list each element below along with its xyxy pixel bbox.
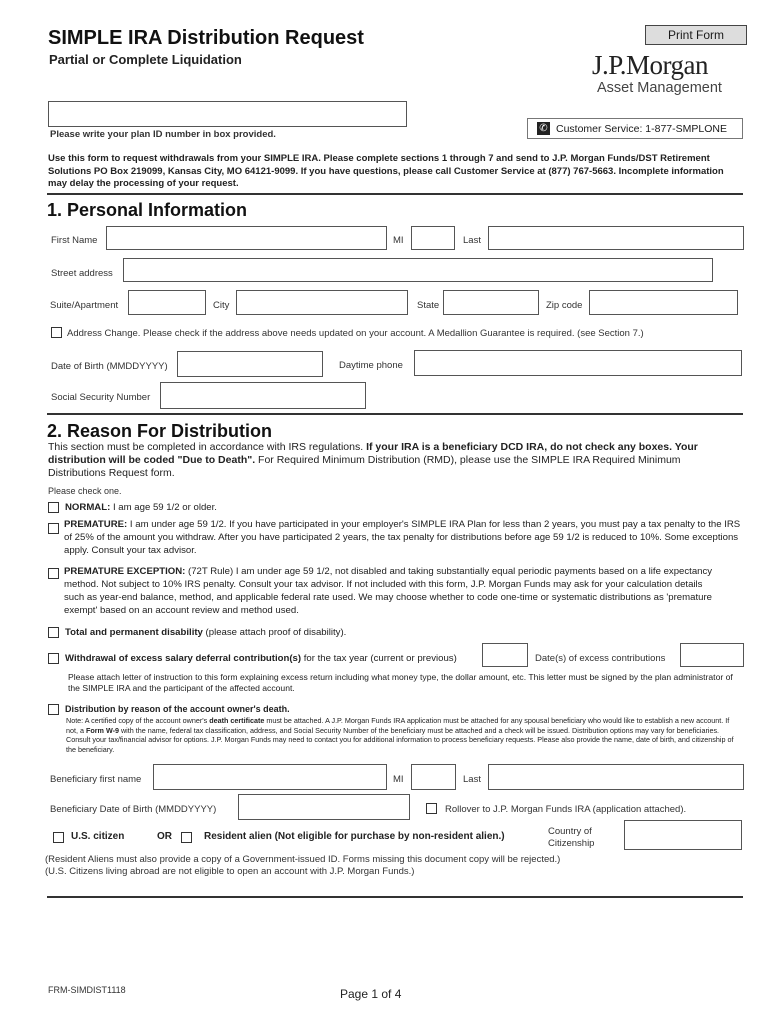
- beneficiary-mi-label: MI: [393, 774, 404, 785]
- beneficiary-first-label: Beneficiary first name: [50, 774, 142, 785]
- suite-label: Suite/Apartment: [50, 300, 119, 311]
- zip-label: Zip code: [546, 300, 583, 311]
- premature-option: PREMATURE: I am under age 59 1/2. If you have participated in your employer's SIMPLE IRA Plan for less than 2 years, you must pay a tax penalty to the IRS of 25% of the amount you withdraw. After you have participated 2 years, the tax penalty for distributions before age 59 1/2 is reduced to 10%. Some exceptions apply. Consult your tax advisor.: [64, 519, 741, 556]
- print-form-button[interactable]: Print Form: [645, 25, 747, 45]
- street-label: Street address: [51, 268, 113, 279]
- page-number: Page 1 of 4: [340, 987, 402, 1001]
- mi-input[interactable]: [411, 226, 455, 250]
- ssn-label: Social Security Number: [51, 392, 151, 403]
- plan-id-input[interactable]: [48, 101, 407, 127]
- last-name-label: Last: [463, 235, 481, 246]
- form-title: SIMPLE IRA Distribution Request: [48, 27, 364, 49]
- address-change-label: Address Change. Please check if the address above needs updated on your account. A Medallion Guarantee is required. (see Section 7.): [67, 328, 644, 339]
- address-change-checkbox[interactable]: [51, 327, 62, 338]
- premature-exception-option: PREMATURE EXCEPTION: (72T Rule) I am under age 59 1/2, not disabled and taking substantially equal periodic payments based on a life expectancy method. Not subject to 10% IRS penalty. Consult your tax advisor. If not included with this form, J.P. Morgan Funds may ask for your calculation details such as year-end balance, method, and applicable federal rate used. We may choose whether to code one-time or systematic distributions as 'premature exempt' based on an account review and method used.: [64, 566, 713, 616]
- beneficiary-dob-label: Beneficiary Date of Birth (MMDDYYYY): [50, 804, 217, 815]
- brand-name: J.P.Morgan: [592, 50, 709, 80]
- death-note: Note: A certified copy of the account owner's death certificate must be attached. A J.P. Morgan Funds IRA application must be attached for any spousal beneficiary who would like to establish a new account. If not, a Form W-9 with the name, federal tax classification, address, and Social Security Number of the beneficiary must be attached and a check will be issued. Distribution options may vary for beneficiaries. Consult your tax/financial advisor for options. J.P. Morgan Funds may need to contact you for additional information to process beneficiary requests. Please also provide the name, date of birth, and citizenship of the beneficiary.: [66, 716, 734, 754]
- section2-title: 2. Reason For Distribution: [47, 421, 273, 441]
- ssn-input[interactable]: [160, 382, 366, 409]
- beneficiary-mi-input[interactable]: [411, 764, 456, 790]
- form-subtitle: Partial or Complete Liquidation: [49, 52, 242, 67]
- section-divider: [47, 193, 743, 195]
- normal-option: NORMAL: I am age 59 1/2 or older.: [65, 502, 217, 513]
- phone-input[interactable]: [414, 350, 742, 376]
- normal-checkbox[interactable]: [48, 502, 59, 513]
- resident-note-1: (Resident Aliens must also provide a copy of a Government-issued ID. Forms missing this document copy will be rejected.): [45, 854, 561, 865]
- excess-deferral-option: Withdrawal of excess salary deferral contribution(s) for the tax year (current or previous): [65, 653, 457, 664]
- rollover-checkbox[interactable]: [426, 803, 437, 814]
- zip-input[interactable]: [589, 290, 738, 315]
- beneficiary-first-input[interactable]: [153, 764, 387, 790]
- street-input[interactable]: [123, 258, 713, 282]
- section1-title: 1. Personal Information: [47, 200, 248, 220]
- dob-input[interactable]: [177, 351, 323, 377]
- us-citizen-label: U.S. citizen: [71, 831, 125, 842]
- please-check-label: Please check one.: [48, 486, 122, 496]
- mi-label: MI: [393, 235, 404, 246]
- excess-dates-label: Date(s) of excess contributions: [535, 653, 666, 664]
- premature-checkbox[interactable]: [48, 523, 59, 534]
- form-code: FRM-SIMDIST1118: [48, 985, 126, 995]
- phone-label: Daytime phone: [339, 360, 403, 371]
- excess-deferral-checkbox[interactable]: [48, 653, 59, 664]
- premature-exception-checkbox[interactable]: [48, 568, 59, 579]
- rollover-label: Rollover to J.P. Morgan Funds IRA (application attached).: [445, 804, 687, 815]
- excess-dates-input[interactable]: [680, 643, 744, 667]
- suite-input[interactable]: [128, 290, 206, 315]
- beneficiary-last-label: Last: [463, 774, 481, 785]
- first-name-input[interactable]: [106, 226, 387, 250]
- city-label: City: [213, 300, 230, 311]
- excess-note: Please attach letter of instruction to this form explaining excess return including what money type, the dollar amount, etc. This letter must be signed by the plan administrator of the SIMPLE IRA and the participant of the affected account.: [68, 672, 733, 693]
- us-citizen-checkbox[interactable]: [53, 832, 64, 843]
- phone-icon: ✆: [537, 122, 550, 135]
- death-option: Distribution by reason of the account owner's death.: [65, 704, 290, 714]
- section-divider: [47, 896, 743, 898]
- disability-checkbox[interactable]: [48, 627, 59, 638]
- resident-alien-label: Resident alien (Not eligible for purchase by non-resident alien.): [204, 831, 505, 842]
- plan-id-label: Please write your plan ID number in box provided.: [50, 129, 276, 140]
- disability-option: Total and permanent disability (please attach proof of disability).: [65, 627, 347, 638]
- resident-alien-checkbox[interactable]: [181, 832, 192, 843]
- state-input[interactable]: [443, 290, 539, 315]
- last-name-input[interactable]: [488, 226, 744, 250]
- section2-intro: This section must be completed in accordance with IRS regulations. If your IRA is a beneficiary DCD IRA, do not check any boxes. Your distribution will be coded "Due to Death". For Required Minimum Distribution (RMD), please use the SIMPLE IRA Required Minimum Distributions Request form.: [48, 441, 698, 479]
- death-checkbox[interactable]: [48, 704, 59, 715]
- first-name-label: First Name: [51, 235, 98, 246]
- resident-note-2: (U.S. Citizens living abroad are not eligible to open an account with J.P. Morgan Funds.): [45, 866, 415, 877]
- beneficiary-last-input[interactable]: [488, 764, 744, 790]
- intro-text: Use this form to request withdrawals from your SIMPLE IRA. Please complete sections 1 through 7 and send to J.P. Morgan Funds/DST Retirement Solutions PO Box 219099, Kansas City, MO 64121-9099. If you have questions, please call Customer Service at (877) 767-5663. Incomplete information may delay the processing of your request.: [48, 153, 724, 189]
- section-divider: [47, 413, 743, 415]
- dob-label: Date of Birth (MMDDYYYY): [51, 361, 168, 372]
- state-label: State: [417, 300, 440, 311]
- city-input[interactable]: [236, 290, 408, 315]
- customer-service-box: [527, 118, 743, 139]
- country-label: Country of Citizenship: [548, 826, 595, 849]
- beneficiary-dob-input[interactable]: [238, 794, 410, 820]
- excess-tax-year-input[interactable]: [482, 643, 528, 667]
- or-label: OR: [157, 831, 172, 842]
- country-input[interactable]: [624, 820, 742, 850]
- customer-service-text: Customer Service: 1-877-SMPLONE: [556, 123, 727, 135]
- brand-subtitle: Asset Management: [597, 80, 722, 96]
- jpmorgan-logo: [592, 50, 742, 96]
